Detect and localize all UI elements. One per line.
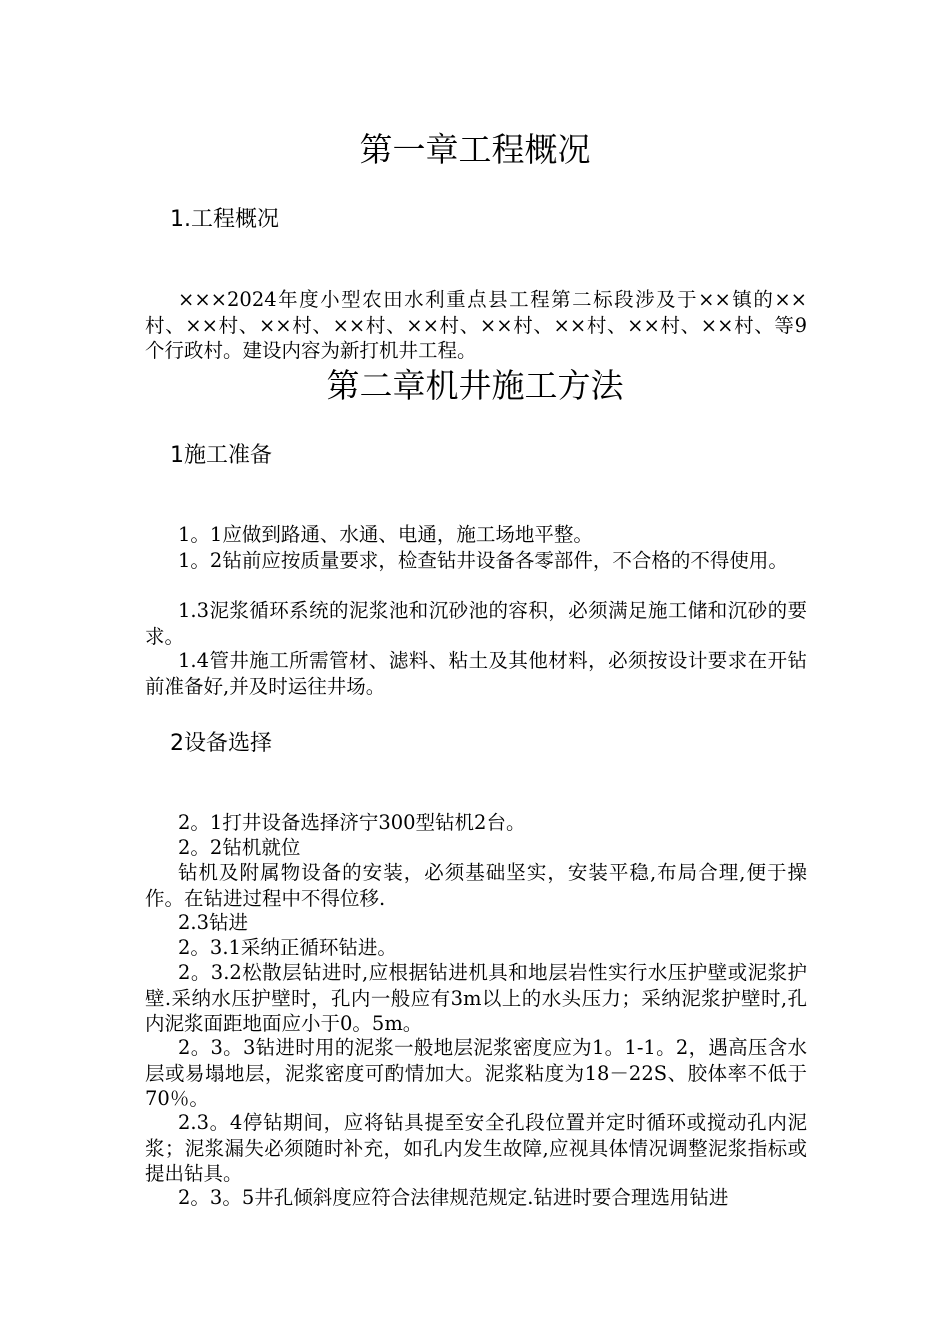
section-2-2-heading: 2设备选择 [170,731,272,756]
section-1-1-heading: 1.工程概况 [170,207,279,232]
prep-item-1-2: 1。2钻前应按质量要求，检查钻井设备各零部件，不合格的不得使用。 [178,549,788,572]
equip-item-2-2-body: 钻机及附属物设备的安装，必须基础坚实，安装平稳,布局合理,便于操作。在钻进过程中不得位移. [145,861,807,910]
prep-item-1-3: 1.3泥浆循环系统的泥浆池和沉砂池的容积，必须满足施工储和沉砂的要求。 [145,599,807,648]
prep-item-1-4: 1.4管井施工所需管材、滤料、粘土及其他材料，必须按设计要求在开钻前准备好,并及时运往井场。 [145,649,807,698]
equip-item-2-3-3: 2。3。3钻进时用的泥浆一般地层泥浆密度应为1。1-1。2，遇高压含水层或易塌地层，泥浆密度可酌情加大。泥浆粘度为18－22S、胶体率不低于70％。 [145,1036,807,1110]
section-2-1-heading: 1施工准备 [170,443,272,468]
equip-item-2-3-1: 2。3.1采纳正循环钻进。 [178,936,397,959]
equip-item-2-3: 2.3钻进 [178,911,249,934]
equip-item-2-1: 2。1打井设备选择济宁300型钻机2台。 [178,811,526,834]
equip-item-2-3-5: 2。3。5井孔倾斜度应符合法律规范规定.钻进时要合理选用钻进 [178,1186,729,1209]
equip-item-2-3-2: 2。3.2松散层钻进时,应根据钻进机具和地层岩性实行水压护壁或泥浆护壁.采纳水压护壁时，孔内一般应有3m以上的水头压力；采纳泥浆护壁时,孔内泥浆面距地面应小于0。5m。 [145,961,807,1035]
prep-item-1-1: 1。1应做到路通、水通、电通，施工场地平整。 [178,523,593,546]
project-overview-paragraph: ×××2024年度小型农田水利重点县工程第二标段涉及于××镇的××村、××村、××村、××村、××村、××村、××村、××村、××村、等9个行政村。建设内容为新打机井工程。 [145,288,807,362]
equip-item-2-3-4: 2.3。4停钻期间，应将钻具提至安全孔段位置并定时循环或搅动孔内泥浆；泥浆漏失必须随时补充，如孔内发生故障,应视具体情况调整泥浆指标或提出钻具。 [145,1111,807,1185]
chapter-2-title: 第二章机井施工方法 [326,366,624,405]
chapter-1-title: 第一章工程概况 [359,130,591,169]
equip-item-2-2: 2。2钻机就位 [178,836,301,859]
